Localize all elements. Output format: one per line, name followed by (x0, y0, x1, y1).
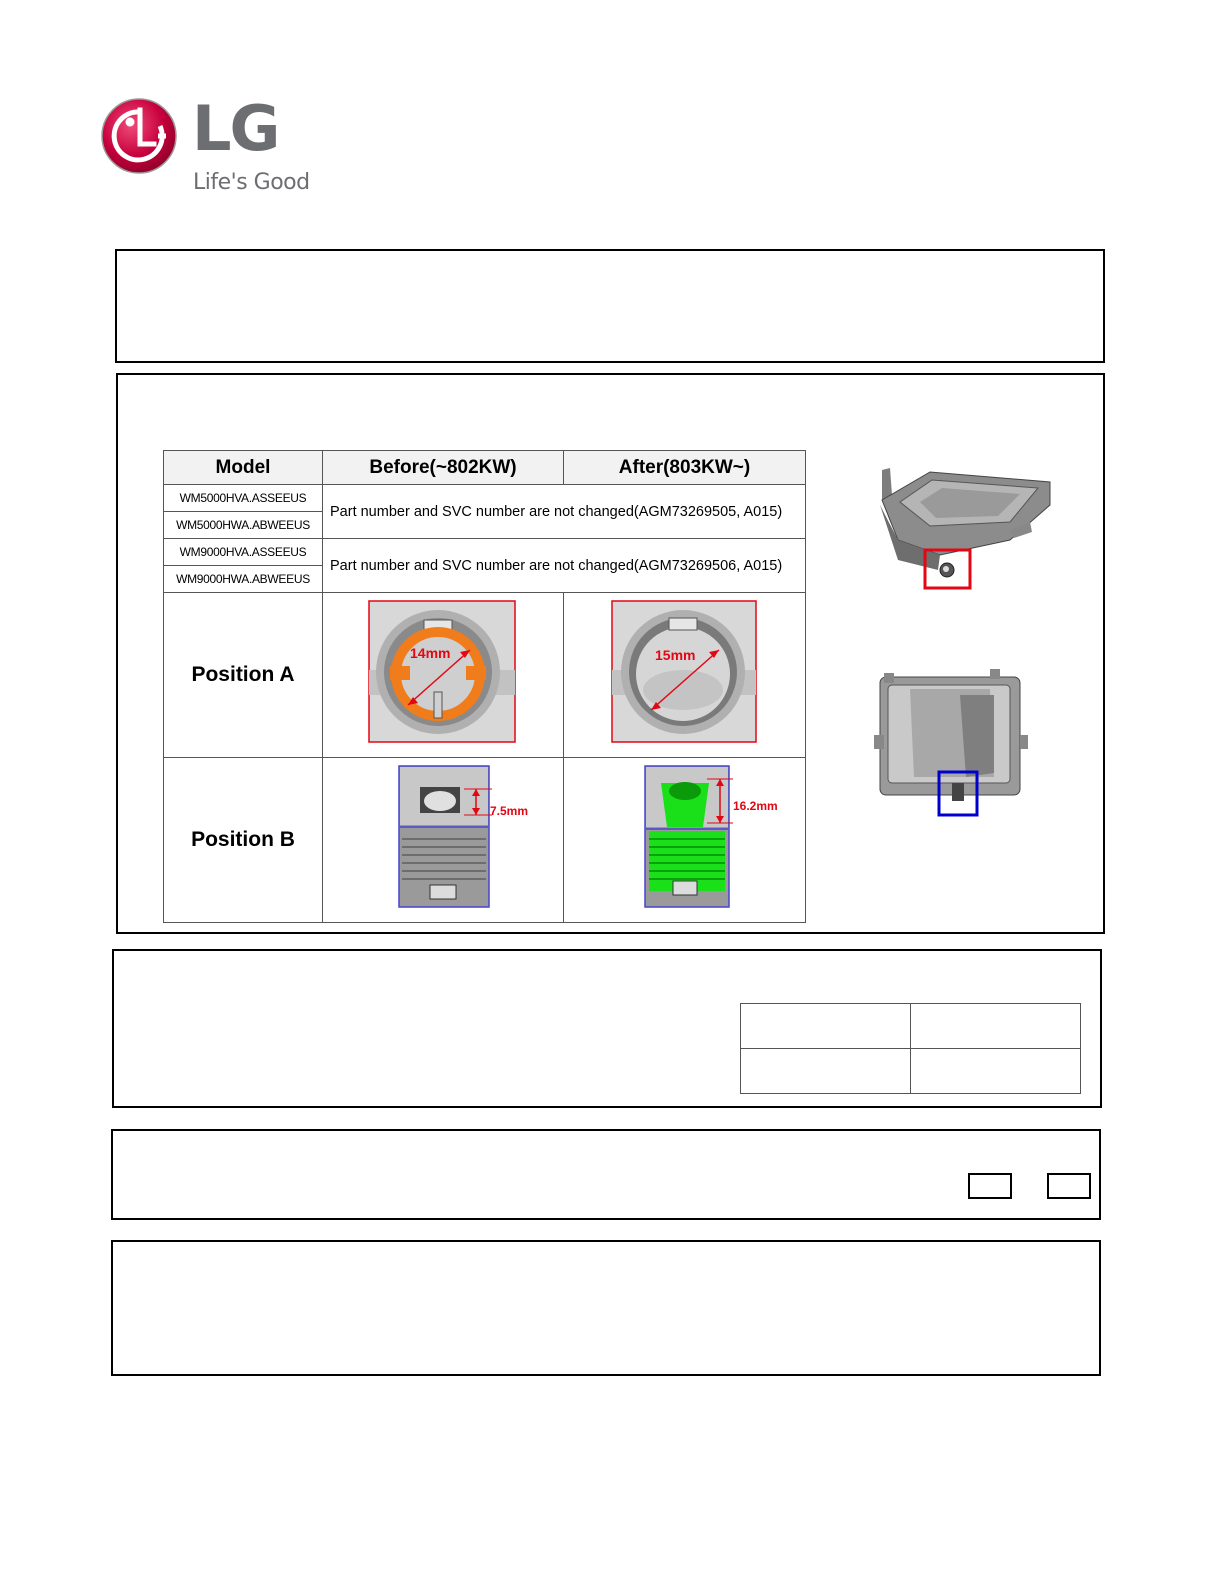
model-cell: WM9000HWA.ABWEEUS (164, 566, 323, 593)
change-note: Part number and SVC number are not changed(AGM73269505, A015) (323, 485, 806, 539)
header-box (115, 249, 1105, 363)
table-cell (911, 1004, 1081, 1049)
lg-logo (100, 92, 330, 206)
footer-box (111, 1240, 1101, 1376)
model-cell: WM5000HWA.ABWEEUS (164, 512, 323, 539)
position-b-before-image (323, 758, 564, 923)
comparison-table (163, 450, 806, 923)
position-a-after-diagram (611, 600, 759, 745)
position-b-before-dimension: 7.5mm (490, 804, 529, 818)
position-b-before-diagram (368, 765, 518, 910)
position-a-before-image (323, 593, 564, 758)
table-cell (911, 1049, 1081, 1094)
table-cell (741, 1004, 911, 1049)
checkbox-2[interactable] (1047, 1173, 1091, 1199)
header-after: After(803KW~) (564, 451, 806, 485)
model-cell: WM5000HVA.ASSEEUS (164, 485, 323, 512)
position-a-after-image (564, 593, 806, 758)
checkbox-box (111, 1129, 1101, 1220)
empty-info-table (740, 1003, 1081, 1094)
table-cell (741, 1049, 911, 1094)
lg-wordmark: LG (192, 92, 279, 165)
position-a-before-diagram (368, 600, 518, 745)
position-a-label: Position A (164, 593, 323, 758)
lg-face-icon (100, 96, 180, 176)
dimension-label: 15mm (654, 647, 695, 663)
position-b-label: Position B (164, 758, 323, 923)
dimension-label: 14mm (410, 645, 451, 661)
tub-bottom-view-image (870, 665, 1030, 825)
header-model: Model (164, 451, 323, 485)
model-cell: WM9000HVA.ASSEEUS (164, 539, 323, 566)
checkbox-1[interactable] (968, 1173, 1012, 1199)
change-note: Part number and SVC number are not changed(AGM73269506, A015) (323, 539, 806, 593)
tub-side-view-image (870, 460, 1060, 595)
position-b-after-dimension: 16.2mm (733, 799, 778, 813)
header-before: Before(~802KW) (323, 451, 564, 485)
position-b-after-image (564, 758, 806, 923)
lg-tagline: Life's Good (193, 170, 310, 195)
position-b-after-diagram (611, 765, 759, 910)
